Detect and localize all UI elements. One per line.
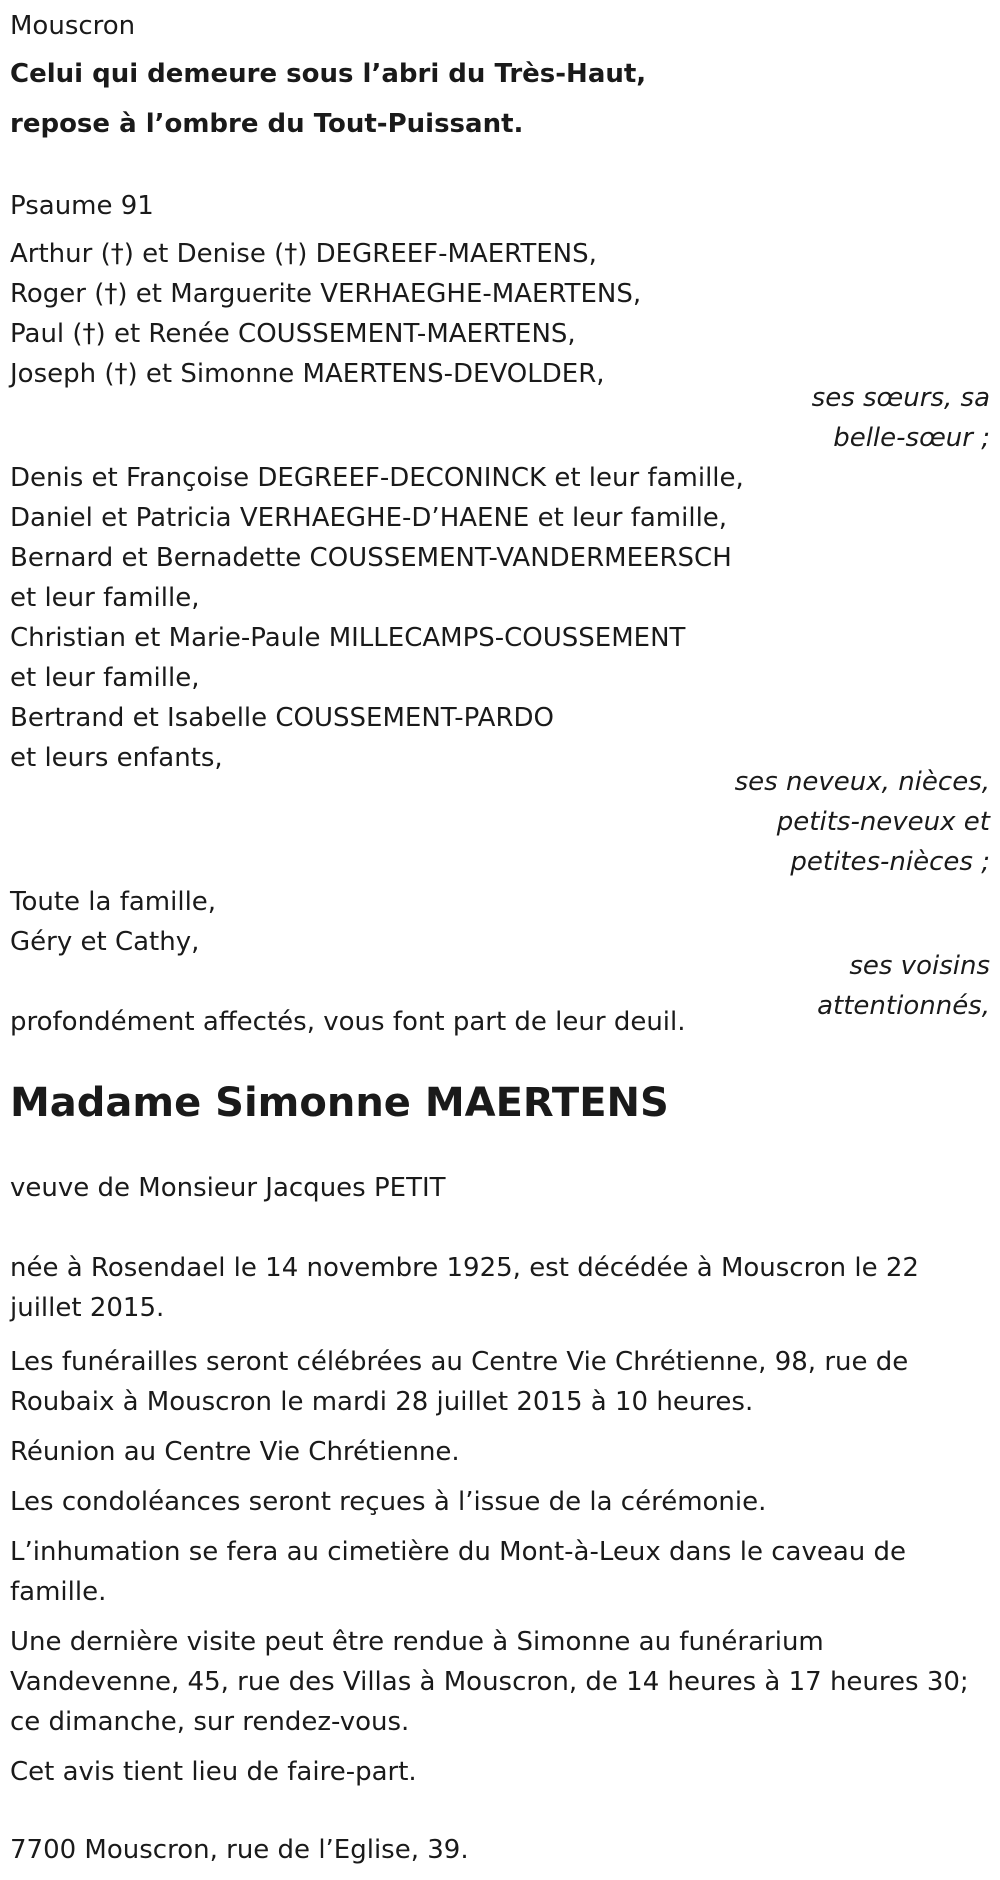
verse-line-1: Celui qui demeure sous l’abri du Très-Haut, <box>10 59 647 89</box>
birth-death-paragraph: née à Rosendael le 14 novembre 1925, est décédée à Mouscron le 22 juillet 2015. <box>10 1253 919 1323</box>
sibling-line: Joseph (†) et Simonne MAERTENS-DEVOLDER, <box>10 359 605 389</box>
nephew-line: Daniel et Patricia VERHAEGHE-D’HAENE et leur famille, <box>10 503 728 533</box>
sibling-line: Paul (†) et Renée COUSSEMENT-MAERTENS, <box>10 319 576 349</box>
widow-of: veuve de Monsieur Jacques PETIT <box>10 1173 446 1203</box>
nephew-line: et leurs enfants, <box>10 743 223 773</box>
condolences-paragraph: Les condoléances seront reçues à l’issue de la cérémonie. <box>10 1487 767 1517</box>
burial-paragraph: L’inhumation se fera au cimetière du Mont-à-Leux dans le caveau de famille. <box>10 1537 906 1607</box>
family-line: Toute la famille, <box>10 887 217 917</box>
notice-paragraph: Cet avis tient lieu de faire-part. <box>10 1757 417 1787</box>
sibling-line: Roger (†) et Marguerite VERHAEGHE-MAERTENS, <box>10 279 642 309</box>
gathering-paragraph: Réunion au Centre Vie Chrétienne. <box>10 1437 460 1467</box>
deceased-name: Madame Simonne MAERTENS <box>10 1080 669 1126</box>
nephews-relation-line-2: petits-neveux et <box>776 807 990 837</box>
family-line: Géry et Cathy, <box>10 927 200 957</box>
address: 7700 Mouscron, rue de l’Eglise, 39. <box>10 1835 469 1865</box>
neighbours-relation-line-1: ses voisins <box>849 951 990 981</box>
visit-paragraph: Une dernière visite peut être rendue à Simonne au funérarium Vandevenne, 45, rue des Villas à Mouscron, de 14 heures à 17 heures 30; ce dimanche, sur rendez-vous. <box>10 1627 969 1737</box>
sibling-line: Arthur (†) et Denise (†) DEGREEF-MAERTENS, <box>10 239 597 269</box>
neighbours-relation-line-2: attentionnés, <box>817 991 990 1021</box>
nephew-line: et leur famille, <box>10 663 200 693</box>
nephew-line: Bertrand et Isabelle COUSSEMENT-PARDO <box>10 703 555 733</box>
verse-reference: Psaume 91 <box>10 191 154 221</box>
nephew-line: Denis et Françoise DEGREEF-DECONINCK et leur famille, <box>10 463 744 493</box>
nephews-relation-line-1: ses neveux, nièces, <box>734 767 990 797</box>
funeral-paragraph: Les funérailles seront célébrées au Centre Vie Chrétienne, 98, rue de Roubaix à Mouscron le mardi 28 juillet 2015 à 10 heures. <box>10 1347 909 1417</box>
siblings-relation-line-1: ses sœurs, sa <box>811 383 990 413</box>
nephew-line: Bernard et Bernadette COUSSEMENT-VANDERMEERSCH <box>10 543 732 573</box>
verse-line-2: repose à l’ombre du Tout-Puissant. <box>10 109 524 139</box>
nephew-line: et leur famille, <box>10 583 200 613</box>
location-header: Mouscron <box>10 11 136 41</box>
closing-line: profondément affectés, vous font part de leur deuil. <box>10 1007 686 1037</box>
nephews-relation-line-3: petites-nièces ; <box>790 847 990 877</box>
nephew-line: Christian et Marie-Paule MILLECAMPS-COUSSEMENT <box>10 623 686 653</box>
siblings-relation-line-2: belle-sœur ; <box>833 423 990 453</box>
